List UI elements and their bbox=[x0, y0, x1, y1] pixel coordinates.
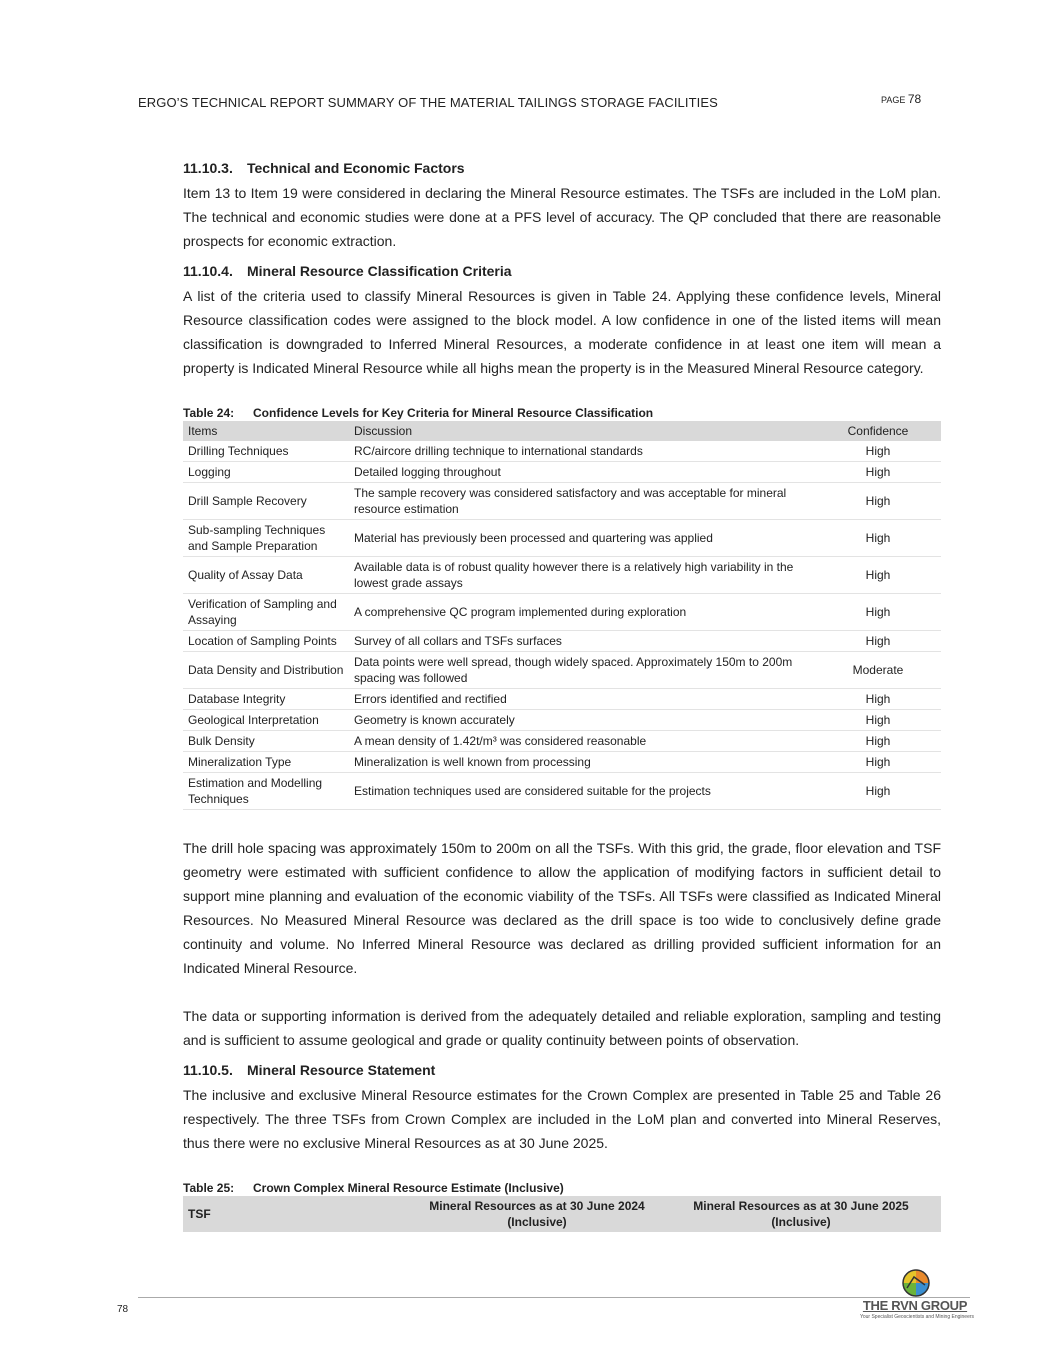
item-cell: Database Integrity bbox=[183, 689, 349, 710]
page-number: 78 bbox=[907, 92, 922, 106]
footer-divider bbox=[138, 1297, 970, 1298]
table-row bbox=[183, 710, 941, 731]
column-header: Mineral Resources as at 30 June 2025 (Inclusive) bbox=[661, 1196, 941, 1232]
column-header: TSF bbox=[183, 1196, 413, 1232]
table-row bbox=[183, 631, 941, 652]
confidence-cell: High bbox=[815, 710, 941, 731]
confidence-cell: High bbox=[815, 441, 941, 462]
table-row bbox=[183, 731, 941, 752]
confidence-cell: High bbox=[815, 752, 941, 773]
confidence-cell: Moderate bbox=[815, 652, 941, 689]
item-cell: Drilling Techniques bbox=[183, 441, 349, 462]
discussion-cell: Available data is of robust quality however there is a relatively high variability in the lowest grade assays bbox=[349, 557, 815, 594]
item-cell: Drill Sample Recovery bbox=[183, 483, 349, 520]
table-row bbox=[183, 594, 941, 631]
section-heading-classification-criteria: 11.10.4. Mineral Resource Classification Criteria bbox=[183, 263, 512, 279]
confidence-cell: High bbox=[815, 731, 941, 752]
paragraph-classification-criteria: A list of the criteria used to classify Mineral Resources is given in Table 24. Applying these confidence levels, Mineral Resource classification codes were assigned to the block model. A low confidence in one of the listed items will mean classification is downgraded to Inferred Mineral Resources, a moderate confidence in at least one item will mean a property is Indicated Mineral Resource while all highs mean the property is in the Measured Mineral Resource category. bbox=[183, 288, 941, 376]
item-cell: Logging bbox=[183, 462, 349, 483]
discussion-cell: Errors identified and rectified bbox=[349, 689, 815, 710]
table-row bbox=[183, 689, 941, 710]
section-heading-technical-economic: 11.10.3. Technical and Economic Factors bbox=[183, 160, 465, 176]
discussion-cell: Survey of all collars and TSFs surfaces bbox=[349, 631, 815, 652]
discussion-cell: Material has previously been processed and quartering was applied bbox=[349, 520, 815, 557]
header-title: ERGO’S TECHNICAL REPORT SUMMARY OF THE MATERIAL TAILINGS STORAGE FACILITIES bbox=[138, 95, 718, 110]
column-header: Items bbox=[183, 421, 349, 441]
confidence-cell: High bbox=[815, 689, 941, 710]
discussion-cell: Mineralization is well known from processing bbox=[349, 752, 815, 773]
confidence-cell: High bbox=[815, 773, 941, 810]
paragraph-supporting-information: The data or supporting information is derived from the adequately detailed and reliable exploration, sampling and testing and is sufficient to assume geological and grade or quality continuity between points of observation. bbox=[183, 1008, 941, 1048]
table-row bbox=[183, 441, 941, 462]
paragraph-resource-statement: The inclusive and exclusive Mineral Resource estimates for the Crown Complex are presented in Table 25 and Table 26 respectively. The three TSFs from Crown Complex are included in the LoM plan and converted into Mineral Reserves, thus there were no exclusive Mineral Resources as at 30 June 2025. bbox=[183, 1087, 941, 1151]
paragraph-technical-economic: Item 13 to Item 19 were considered in declaring the Mineral Resource estimates. The TSFs are included in the LoM plan. The technical and economic studies were done at a PFS level of accuracy. The QP concluded that there are reasonable prospects for economic extraction. bbox=[183, 185, 941, 249]
confidence-cell: High bbox=[815, 631, 941, 652]
item-cell: Geological Interpretation bbox=[183, 710, 349, 731]
header-page-label bbox=[881, 92, 921, 106]
item-cell: Verification of Sampling and Assaying bbox=[183, 594, 349, 631]
logo-text: THE RVN GROUP bbox=[862, 1298, 968, 1313]
page-prefix: PAGE bbox=[881, 95, 906, 105]
confidence-cell: High bbox=[815, 557, 941, 594]
discussion-cell: RC/aircore drilling technique to international standards bbox=[349, 441, 815, 462]
logo-circle-icon bbox=[857, 1268, 977, 1298]
logo-tagline: Your Specialist Geoscientists and Mining Engineers bbox=[859, 1314, 975, 1320]
item-cell: Data Density and Distribution bbox=[183, 652, 349, 689]
item-cell: Mineralization Type bbox=[183, 752, 349, 773]
confidence-levels-table bbox=[183, 421, 941, 810]
confidence-cell: High bbox=[815, 483, 941, 520]
table-header-row bbox=[183, 1196, 941, 1232]
discussion-cell: Geometry is known accurately bbox=[349, 710, 815, 731]
page-content bbox=[183, 160, 941, 1232]
column-header: Discussion bbox=[349, 421, 815, 441]
column-header: Confidence bbox=[815, 421, 941, 441]
discussion-cell: A comprehensive QC program implemented during exploration bbox=[349, 594, 815, 631]
table-row bbox=[183, 462, 941, 483]
footer-page-number: 78 bbox=[117, 1304, 129, 1315]
table-row bbox=[183, 773, 941, 810]
item-cell: Sub-sampling Techniques and Sample Preparation bbox=[183, 520, 349, 557]
item-cell: Location of Sampling Points bbox=[183, 631, 349, 652]
discussion-cell: Estimation techniques used are considered suitable for the projects bbox=[349, 773, 815, 810]
confidence-cell: High bbox=[815, 594, 941, 631]
item-cell: Bulk Density bbox=[183, 731, 349, 752]
item-cell: Quality of Assay Data bbox=[183, 557, 349, 594]
crown-complex-resource-table bbox=[183, 1196, 941, 1232]
confidence-cell: High bbox=[815, 520, 941, 557]
table-row bbox=[183, 483, 941, 520]
rvn-group-logo bbox=[857, 1268, 977, 1324]
table-row bbox=[183, 652, 941, 689]
section-heading-resource-statement: 11.10.5. Mineral Resource Statement bbox=[183, 1062, 436, 1078]
item-cell: Estimation and Modelling Techniques bbox=[183, 773, 349, 810]
column-header: Mineral Resources as at 30 June 2024 (Inclusive) bbox=[413, 1196, 661, 1232]
table-row bbox=[183, 752, 941, 773]
paragraph-drill-spacing: The drill hole spacing was approximately 150m to 200m on all the TSFs. With this grid, the grade, floor elevation and TSF geometry were estimated with sufficient confidence to allow the application of modifying factors in sufficient detail to support mine planning and evaluation of the economic viability of the TSFs. All TSFs were classified as Indicated Mineral Resources. No Measured Mineral Resource was declared as the drill space is too wide to conclusively define grade continuity and volume. No Inferred Mineral Resource was declared as drilling provided sufficient information for an Indicated Mineral Resource. bbox=[183, 840, 941, 976]
table-row bbox=[183, 520, 941, 557]
discussion-cell: A mean density of 1.42t/m³ was considered reasonable bbox=[349, 731, 815, 752]
discussion-cell: Detailed logging throughout bbox=[349, 462, 815, 483]
discussion-cell: The sample recovery was considered satisfactory and was acceptable for mineral resource estimation bbox=[349, 483, 815, 520]
table-row bbox=[183, 557, 941, 594]
discussion-cell: Data points were well spread, though widely spaced. Approximately 150m to 200m spacing was followed bbox=[349, 652, 815, 689]
table-25-caption: Table 25: Crown Complex Mineral Resource Estimate (Inclusive) bbox=[183, 1181, 564, 1195]
table-24-caption: Table 24: Confidence Levels for Key Criteria for Mineral Resource Classification bbox=[183, 406, 654, 420]
confidence-cell: High bbox=[815, 462, 941, 483]
table-header-row bbox=[183, 421, 941, 441]
